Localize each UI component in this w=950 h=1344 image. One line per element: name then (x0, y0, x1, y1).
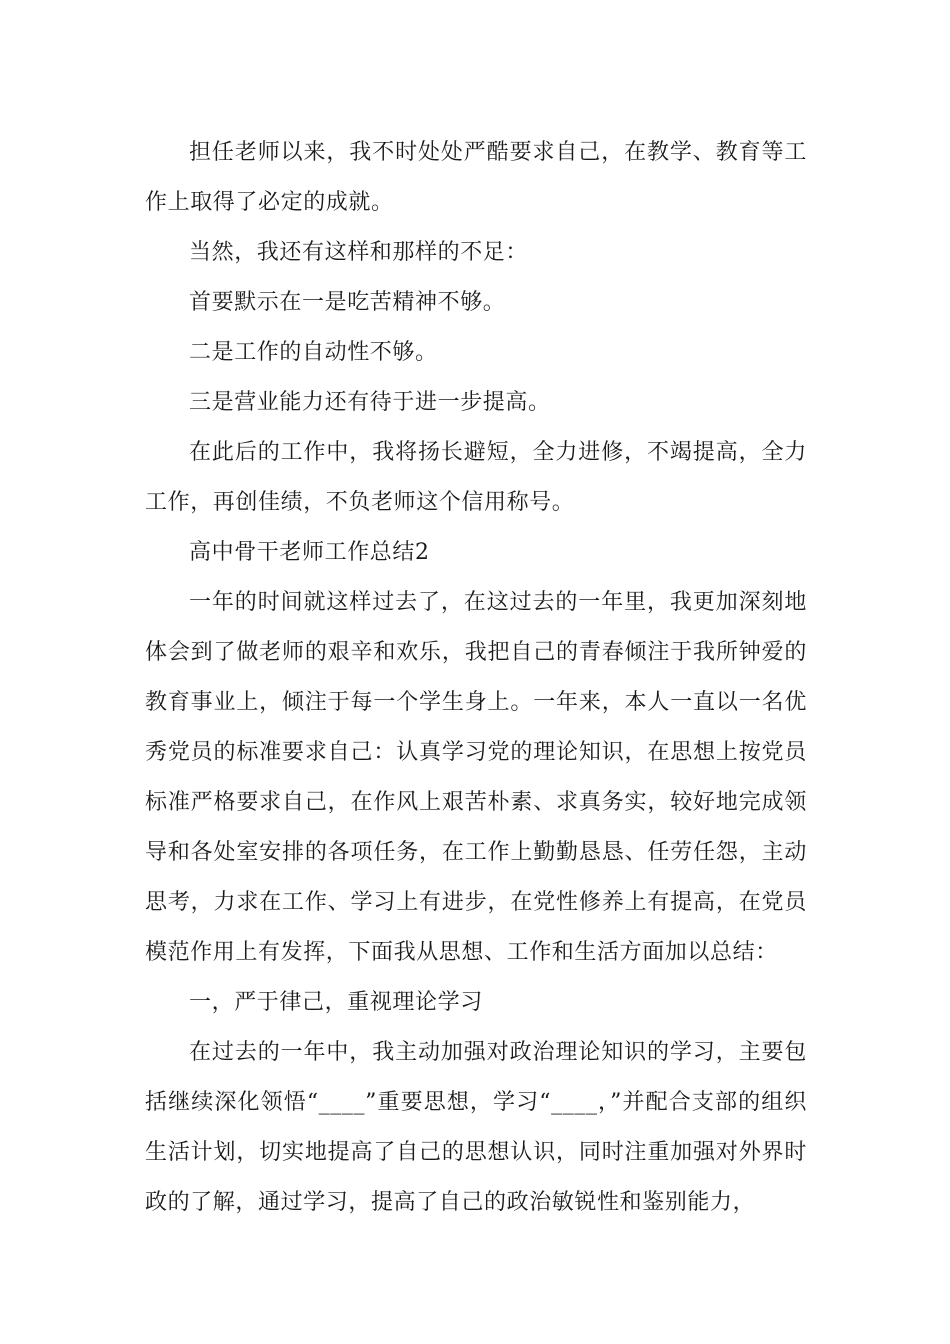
section-heading-2: 高中骨干老师工作总结2 (189, 540, 430, 565)
subheading-1: 一，严于律己，重视理论学习 (189, 990, 483, 1015)
paragraph-6: 在此后的工作中，我将扬长避短，全力进修，不竭提高，全力工作，再创佳绩，不负老师这个信用称号。 (145, 440, 807, 515)
paragraph-4: 二是工作的自动性不够。 (189, 340, 438, 365)
paragraph-8: 在过去的一年中，我主动加强对政治理论知识的学习，主要包括继续深化领悟“____”重要思想，学习“____，”并配合支部的组织生活计划，切实地提高了自己的思想认识，同时注重加强对外界时政的了解，通过学习，提高了自己的政治敏锐性和鉴别能力， (145, 1040, 807, 1215)
paragraph-5: 三是营业能力还有待于进一步提高。 (189, 390, 551, 415)
paragraph-1: 担任老师以来，我不时处处严酷要求自己，在教学、教育等工作上取得了必定的成就。 (145, 140, 807, 215)
paragraph-7: 一年的时间就这样过去了，在这过去的一年里，我更加深刻地体会到了做老师的艰辛和欢乐，我把自己的青春倾注于我所钟爱的教育事业上，倾注于每一个学生身上。一年来，本人一直以一名优秀党员的标准要求自己：认真学习党的理论知识，在思想上按党员标准严格要求自己，在作风上艰苦朴素、求真务实，较好地完成领导和各处室安排的各项任务，在工作上勤勤恳恳、任劳任怨，主动思考，力求在工作、学习上有进步，在党性修养上有提高，在党员模范作用上有发挥，下面我从思想、工作和生活方面加以总结： (145, 590, 807, 965)
paragraph-2: 当然，我还有这样和那样的不足： (189, 240, 529, 265)
document-body (145, 128, 807, 1228)
paragraph-3: 首要默示在一是吃苦精神不够。 (189, 290, 506, 315)
